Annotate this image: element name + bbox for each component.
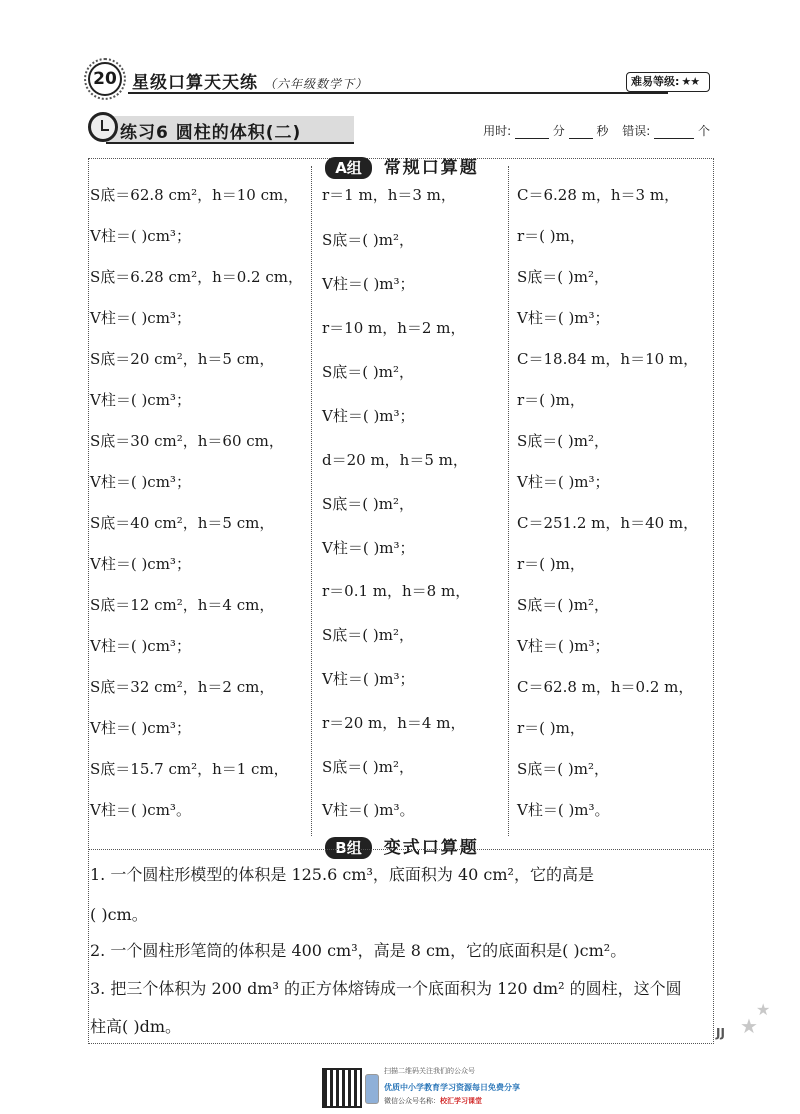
footer-line-3	[384, 1096, 482, 1106]
exercise-title: 练习6 圆柱的体积(二)	[120, 123, 302, 143]
col2-line: S底＝( )m²，	[322, 231, 414, 249]
footer-line-1: 扫描二维码关注我们的公众号	[384, 1067, 475, 1075]
alarm-clock-icon	[88, 112, 118, 142]
col2-line: d＝20 m，h＝5 m，	[322, 451, 468, 469]
col3-line: C＝62.8 m，h＝0.2 m，	[517, 678, 694, 696]
col3-line: S底＝( )m²，	[517, 596, 609, 614]
section-b-heading	[89, 833, 715, 859]
col3-line: C＝18.84 m，h＝10 m，	[517, 350, 699, 368]
seconds-blank[interactable]	[569, 125, 593, 139]
col1-line: S底＝40 cm²，h＝5 cm，	[90, 514, 275, 532]
col1-line: S底＝62.8 cm²，h＝10 cm，	[90, 186, 299, 204]
word-problem-line: 2. 一个圆柱形笔筒的体积是 400 cm³，高是 8 cm，它的底面积是( )cm²。	[90, 941, 627, 960]
word-problem-line: 3. 把三个体积为 200 dm³ 的正方体熔铸成一个底面积为 120 dm² 的圆柱，这个圆	[90, 979, 682, 998]
brand-title	[132, 68, 368, 93]
col3-line: C＝251.2 m，h＝40 m，	[517, 514, 699, 532]
time-label: 用时:	[483, 124, 512, 138]
col1-line: V柱＝( )cm³；	[90, 391, 191, 409]
section-a-heading	[89, 153, 715, 179]
col2-line: r＝10 m，h＝2 m，	[322, 319, 466, 337]
difficulty-label: 难易等级:	[631, 75, 680, 88]
col3-line: r＝( )m，	[517, 555, 585, 573]
phone-icon	[365, 1074, 379, 1104]
word-problem-line: 柱高( )dm。	[90, 1017, 181, 1036]
col3-line: S底＝( )m²，	[517, 432, 609, 450]
page-number-badge: 20	[88, 62, 122, 96]
col1-line: S底＝6.28 cm²，h＝0.2 cm，	[90, 268, 303, 286]
star-icon: ★	[740, 1014, 758, 1038]
column-divider-1	[311, 166, 312, 836]
col2-line: S底＝( )m²，	[322, 626, 414, 644]
count-label: 个	[697, 124, 710, 138]
col2-line: V柱＝( )m³。	[322, 801, 415, 819]
col3-line: r＝( )m，	[517, 719, 585, 737]
minutes-label: 分	[552, 124, 565, 138]
col2-line: V柱＝( )m³；	[322, 670, 415, 688]
brand-name: 星级口算天天练	[132, 73, 258, 93]
footer-line-2: 优质中小学教育学习资源每日免费分享	[384, 1083, 520, 1092]
col1-line: V柱＝( )cm³；	[90, 637, 191, 655]
col3-line: S底＝( )m²，	[517, 760, 609, 778]
col2-line: V柱＝( )m³；	[322, 407, 415, 425]
minutes-blank[interactable]	[515, 125, 549, 139]
difficulty-stars: ★★	[681, 75, 700, 88]
section-divider	[89, 849, 712, 850]
corner-mark: JJ	[716, 1026, 725, 1040]
col1-line: S底＝32 cm²，h＝2 cm，	[90, 678, 275, 696]
col1-line: V柱＝( )cm³；	[90, 227, 191, 245]
difficulty-badge	[626, 72, 710, 92]
col1-line: S底＝30 cm²，h＝60 cm，	[90, 432, 284, 450]
col3-line: V柱＝( )m³；	[517, 637, 610, 655]
col1-line: V柱＝( )cm³；	[90, 473, 191, 491]
col1-line: S底＝20 cm²，h＝5 cm，	[90, 350, 275, 368]
column-divider-2	[508, 166, 509, 836]
col3-line: V柱＝( )m³；	[517, 473, 610, 491]
col2-line: r＝0.1 m，h＝8 m，	[322, 582, 471, 600]
brand-subtitle: （六年级数学下）	[264, 77, 369, 91]
time-record	[483, 122, 710, 139]
col1-line: S底＝12 cm²，h＝4 cm，	[90, 596, 275, 614]
qr-code	[322, 1068, 362, 1108]
col1-line: V柱＝( )cm³；	[90, 555, 191, 573]
col1-line: V柱＝( )cm³。	[90, 801, 191, 819]
star-icon: ★	[756, 1000, 771, 1019]
section-b-title: 变式口算题	[383, 838, 479, 858]
error-label: 错误:	[622, 124, 651, 138]
header-divider	[128, 92, 668, 94]
col2-line: r＝20 m，h＝4 m，	[322, 714, 466, 732]
footer-account-label: 微信公众号名称：	[384, 1097, 440, 1105]
col2-line: S底＝( )m²，	[322, 363, 414, 381]
seconds-label: 秒	[596, 124, 609, 138]
col2-line: V柱＝( )m³；	[322, 539, 415, 557]
word-problem-line: 1. 一个圆柱形模型的体积是 125.6 cm³，底面积为 40 cm²，它的高是	[90, 865, 594, 884]
col2-line: V柱＝( )m³；	[322, 275, 415, 293]
col3-line: r＝( )m，	[517, 227, 585, 245]
exercise-title-row	[88, 112, 710, 146]
col3-line: C＝6.28 m，h＝3 m，	[517, 186, 680, 204]
col1-line: V柱＝( )cm³；	[90, 719, 191, 737]
section-a-tag: A组	[325, 157, 372, 179]
section-a-title: 常规口算题	[383, 158, 479, 178]
errors-blank[interactable]	[654, 125, 694, 139]
col2-line: S底＝( )m²，	[322, 495, 414, 513]
col1-line: S底＝15.7 cm²，h＝1 cm，	[90, 760, 289, 778]
footer-account-name: 校汇学习课堂	[440, 1097, 482, 1105]
col3-line: V柱＝( )m³；	[517, 309, 610, 327]
col3-line: r＝( )m，	[517, 391, 585, 409]
col3-line: V柱＝( )m³。	[517, 801, 610, 819]
page-header	[88, 62, 710, 96]
section-b-tag: B组	[325, 837, 371, 859]
col2-line: r＝1 m，h＝3 m，	[322, 186, 456, 204]
col1-line: V柱＝( )cm³；	[90, 309, 191, 327]
word-problem-line: ( )cm。	[90, 905, 148, 924]
col2-line: S底＝( )m²，	[322, 758, 414, 776]
col3-line: S底＝( )m²，	[517, 268, 609, 286]
